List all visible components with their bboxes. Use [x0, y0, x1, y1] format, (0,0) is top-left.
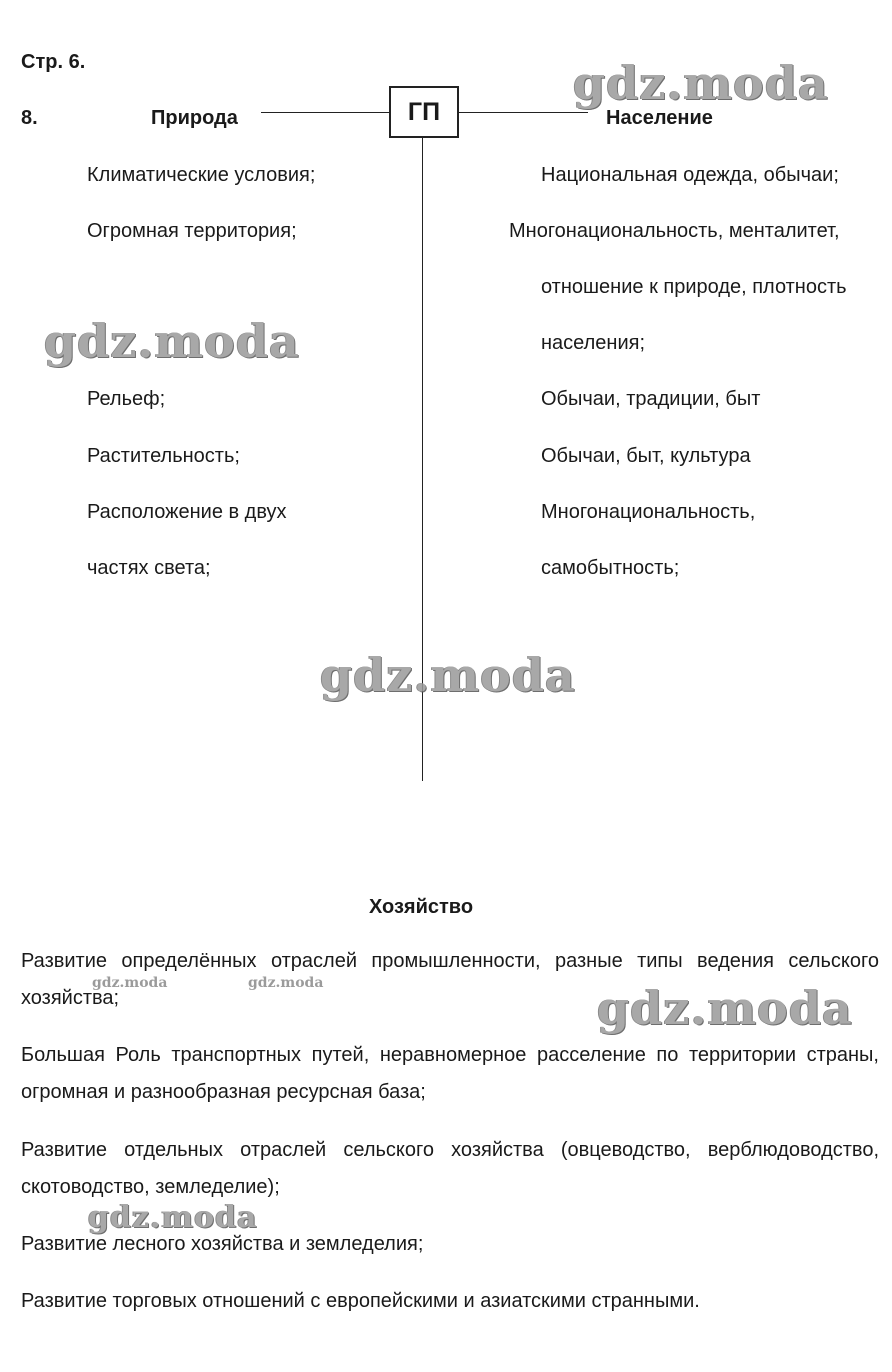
- watermark: gdz.moda: [320, 648, 576, 702]
- economy-paragraph-text: Развитие определённых отраслей промышленности, разные типы ведения сельского хозяйства;: [21, 950, 879, 1009]
- connector-left: [261, 112, 389, 113]
- population-item: Многонациональность,: [541, 501, 756, 523]
- economy-paragraph-text: Развитие лесного хозяйства и земледелия;: [21, 1233, 424, 1255]
- population-item: отношение к природе, плотность: [541, 276, 847, 298]
- nature-item: Рельеф;: [87, 388, 166, 410]
- gp-box: ГП: [389, 86, 459, 138]
- population-title: Население: [606, 107, 713, 129]
- economy-paragraph-text: Развитие торговых отношений с европейскими и азиатскими странными.: [21, 1290, 700, 1312]
- watermark: gdz.moda: [597, 981, 853, 1035]
- population-item: населения;: [541, 332, 646, 354]
- nature-item: Огромная территория;: [87, 220, 297, 242]
- nature-title: Природа: [151, 107, 238, 129]
- nature-item: Растительность;: [87, 445, 240, 467]
- task-number: 8.: [21, 107, 38, 129]
- population-item: Обычаи, традиции, быт: [541, 388, 761, 410]
- connector-right: [459, 112, 588, 113]
- population-item: Национальная одежда, обычаи;: [541, 164, 839, 186]
- watermark: gdz.moda: [44, 314, 300, 368]
- economy-paragraph-text: Развитие отдельных отраслей сельского хозяйства (овцеводство, верблюдоводство, скотоводство, земледелие);: [21, 1139, 879, 1198]
- economy-title: Хозяйство: [368, 896, 474, 918]
- population-item: самобытность;: [541, 557, 680, 579]
- economy-paragraph: [21, 1283, 879, 1320]
- nature-item: Климатические условия;: [87, 164, 316, 186]
- watermark: gdz.moda: [573, 56, 829, 110]
- population-item: Обычаи, быт, культура: [541, 445, 751, 467]
- nature-item: Расположение в двух: [87, 501, 287, 523]
- watermark: gdz.moda: [92, 975, 168, 991]
- economy-paragraph: [21, 1037, 879, 1111]
- economy-paragraph-text: Большая Роль транспортных путей, неравномерное расселение по территории страны, огромная и разнообразная ресурсная база;: [21, 1044, 879, 1103]
- watermark: gdz.moda: [88, 1200, 258, 1235]
- population-item: Многонациональность, менталитет,: [509, 220, 840, 242]
- page-ref: Стр. 6.: [21, 51, 86, 73]
- nature-item: частях света;: [87, 557, 211, 579]
- watermark: gdz.moda: [248, 975, 324, 991]
- economy-paragraph: [21, 1132, 879, 1206]
